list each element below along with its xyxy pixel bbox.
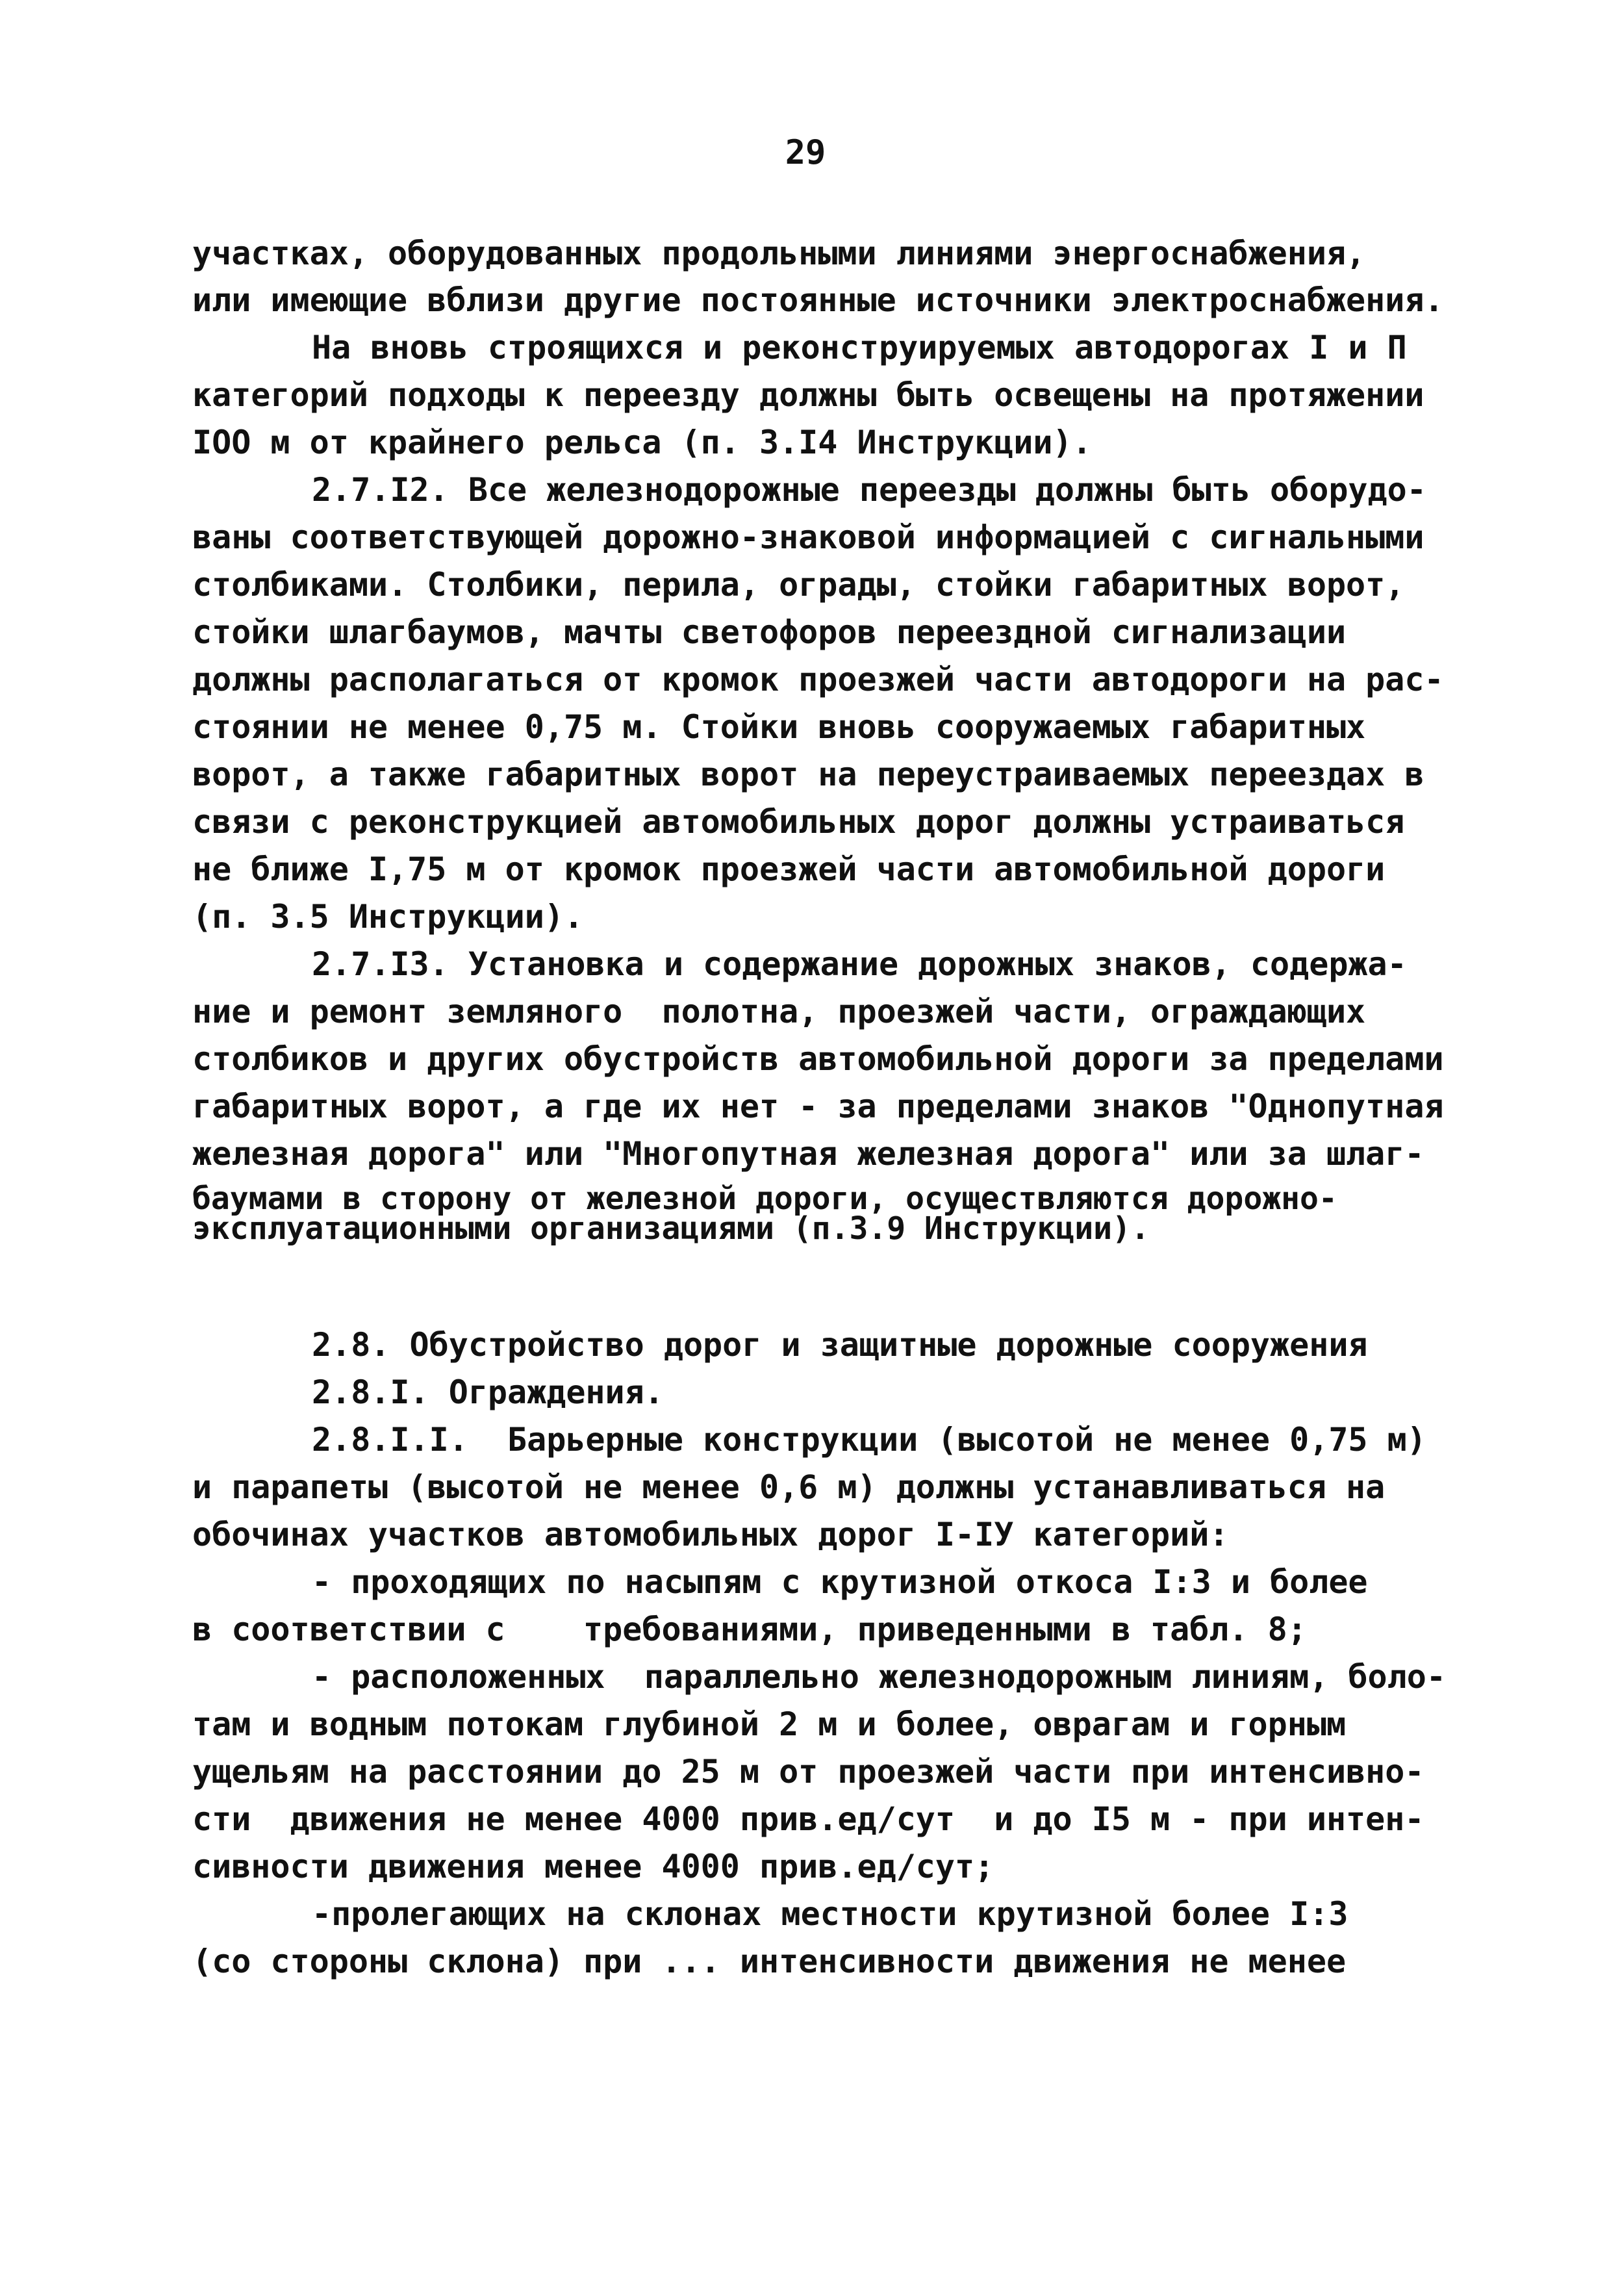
text-line: участках, оборудованных продольными линиями энергоснабжения,: [192, 235, 1366, 272]
text-line: На вновь строящихся и реконструируемых автодорогах I и П: [312, 329, 1407, 366]
text-line: сивности движения менее 4000 прив.ед/сут;: [192, 1848, 994, 1885]
text-line: (со стороны склона) при ... интенсивности движения не менее: [192, 1943, 1347, 1980]
text-line: категорий подходы к переезду должны быть освещены на протяжении: [192, 376, 1424, 414]
text-line: ущельям на расстоянии до 25 м от проезжей части при интенсивно-: [192, 1753, 1424, 1791]
section-heading: 2.8. Обустройство дорог и защитные дорожные сооружения: [312, 1326, 1368, 1364]
text-line: сти движения не менее 4000 прив.ед/сут и до I5 м - при интен-: [192, 1800, 1424, 1838]
text-line: столбиков и других обустройств автомобильной дороги за пределами: [192, 1040, 1444, 1078]
text-line: железная дорога" или "Многопутная железная дорога" или за шлаг-: [192, 1135, 1424, 1173]
text-line: обочинах участков автомобильных дорог I-IУ категорий:: [192, 1516, 1229, 1553]
text-line: ние и ремонт земляного полотна, проезжей части, ограждающих: [192, 993, 1366, 1030]
text-line: 2.7.I2. Все железнодорожные переезды должны быть оборудо-: [312, 471, 1426, 509]
text-line: столбиками. Столбики, перила, ограды, стойки габаритных ворот,: [192, 566, 1405, 604]
page-number: 29: [785, 133, 826, 172]
text-line: и парапеты (высотой не менее 0,6 м) должны устанавливаться на: [192, 1468, 1386, 1506]
text-line: не ближе I,75 м от кромок проезжей части автомобильной дороги: [192, 850, 1386, 888]
text-line: - расположенных параллельно железнодорожным линиям, боло-: [312, 1658, 1446, 1696]
text-line: габаритных ворот, а где их нет - за пределами знаков "Однопутная: [192, 1088, 1444, 1125]
text-line: в соответствии с требованиями, приведенными в табл. 8;: [192, 1611, 1307, 1648]
text-line: эксплуатационными организациями (п.3.9 Инструкции).: [192, 1210, 1150, 1247]
text-line: стоянии не менее 0,75 м. Стойки вновь сооружаемых габаритных: [192, 708, 1366, 746]
text-line: 2.8.I.I. Барьерные конструкции (высотой не менее 0,75 м): [312, 1421, 1426, 1459]
text-line: - проходящих по насыпям с крутизной откоса I:3 и более: [312, 1563, 1368, 1601]
text-line: IOO м от крайнего рельса (п. 3.I4 Инструкции).: [192, 424, 1092, 461]
text-line: должны располагаться от кромок проезжей части автодороги на рас-: [192, 661, 1444, 698]
subsection-heading: 2.8.I. Ограждения.: [312, 1373, 664, 1411]
text-line: связи с реконструкцией автомобильных дорог должны устраиваться: [192, 803, 1405, 841]
text-line: 2.7.I3. Установка и содержание дорожных знаков, содержа-: [312, 945, 1407, 983]
text-line: там и водным потокам глубиной 2 м и более, оврагам и горным: [192, 1705, 1347, 1743]
text-line: баумами в сторону от железной дороги, осуществляются дорожно-: [192, 1180, 1337, 1217]
text-line: ворот, а также габаритных ворот на переустраиваемых переездах в: [192, 756, 1424, 793]
text-line: (п. 3.5 Инструкции).: [192, 898, 584, 936]
text-line: -пролегающих на склонах местности крутизной более I:3: [312, 1895, 1348, 1933]
text-line: или имеющие вблизи другие постоянные источники электроснабжения.: [192, 281, 1444, 319]
text-line: стойки шлагбаумов, мачты светофоров переездной сигнализации: [192, 613, 1347, 651]
text-line: ваны соответствующей дорожно-знаковой информацией с сигнальными: [192, 518, 1424, 556]
